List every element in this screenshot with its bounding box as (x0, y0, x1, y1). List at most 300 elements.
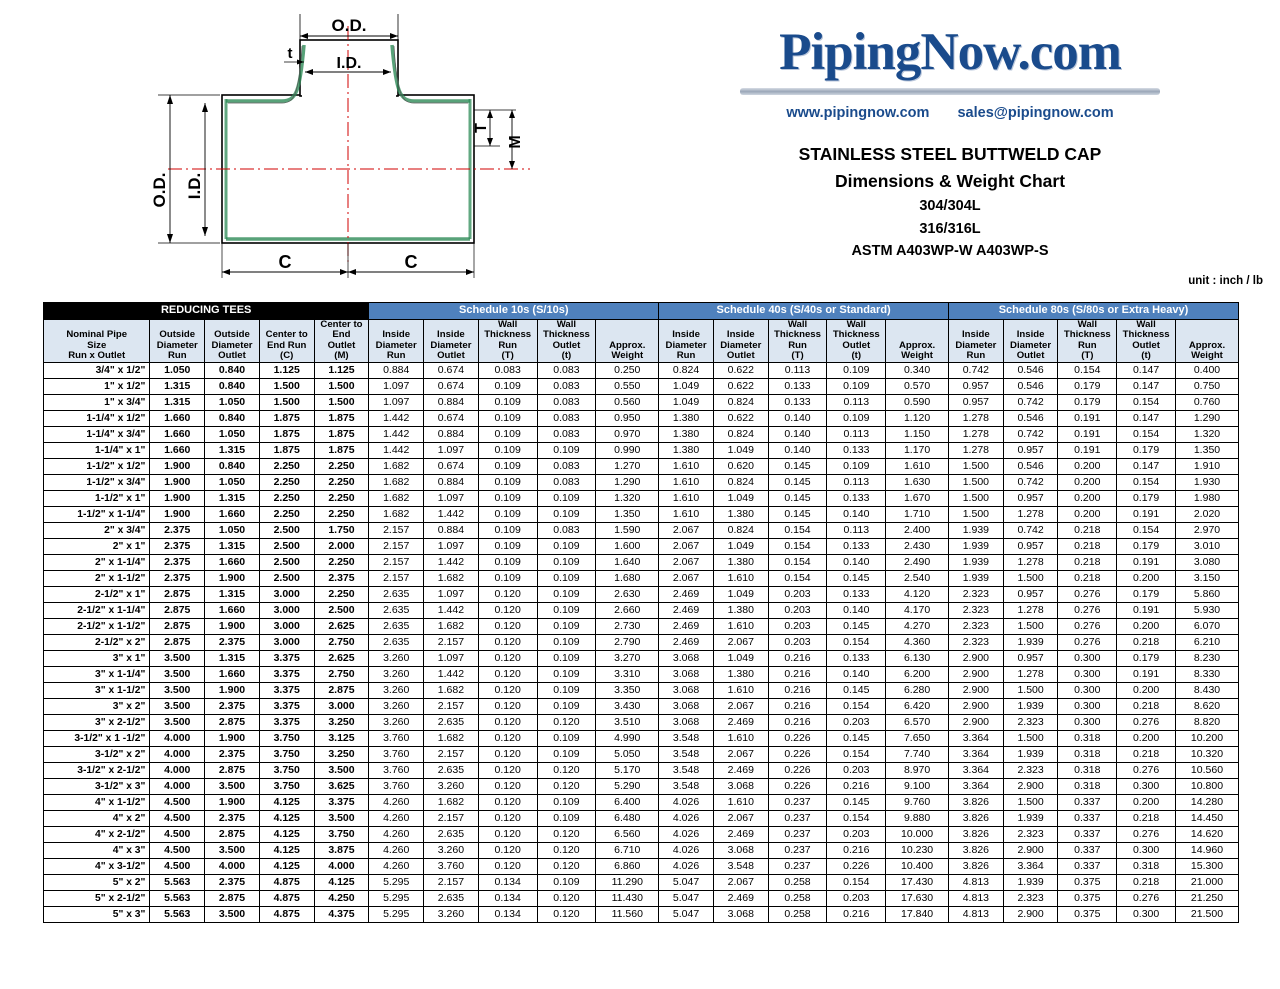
brand-and-title-block (620, 0, 1280, 292)
table-cell: 1.590 (596, 523, 659, 539)
table-cell: 0.154 (827, 875, 886, 891)
table-cell: 2.750 (314, 667, 369, 683)
table-cell: 1.682 (369, 475, 424, 491)
table-cell: 3.500 (150, 667, 205, 683)
cell-nominal-size: 1" x 1/2" (44, 379, 150, 395)
table-cell: 2.630 (596, 587, 659, 603)
table-cell: 0.109 (537, 795, 596, 811)
table-cell: 0.120 (478, 699, 537, 715)
table-cell: 3.000 (259, 587, 314, 603)
table-cell: 1.660 (150, 411, 205, 427)
table-cell: 0.154 (768, 523, 827, 539)
table-cell: 5.295 (369, 875, 424, 891)
table-cell: 1.500 (1003, 619, 1058, 635)
table-cell: 0.147 (1117, 411, 1176, 427)
table-cell: 3.260 (369, 683, 424, 699)
table-cell: 0.109 (537, 651, 596, 667)
table-cell: 0.546 (1003, 411, 1058, 427)
table-cell: 3.260 (369, 667, 424, 683)
table-cell: 3.150 (1175, 571, 1238, 587)
table-cell: 2.635 (369, 619, 424, 635)
table-cell: 0.191 (1058, 411, 1117, 427)
table-cell: 2.500 (259, 523, 314, 539)
table-cell: 0.300 (1058, 715, 1117, 731)
table-cell: 4.026 (659, 795, 714, 811)
column-header: Inside Diameter Run (949, 320, 1004, 363)
table-cell: 1.660 (205, 603, 260, 619)
table-cell: 3.760 (369, 731, 424, 747)
column-header: Nominal Pipe Size Run x Outlet (44, 320, 150, 363)
table-cell: 6.860 (596, 859, 659, 875)
table-cell: 4.875 (259, 891, 314, 907)
table-cell: 0.200 (1058, 507, 1117, 523)
table-cell: 1.500 (1003, 795, 1058, 811)
table-cell: 2.323 (1003, 891, 1058, 907)
table-cell: 0.237 (768, 827, 827, 843)
table-cell: 0.113 (768, 363, 827, 379)
table-cell: 1.278 (1003, 555, 1058, 571)
cell-nominal-size: 1-1/4" x 1" (44, 443, 150, 459)
table-row (44, 475, 1239, 491)
table-cell: 4.260 (369, 811, 424, 827)
table-cell: 0.226 (768, 779, 827, 795)
cell-nominal-size: 1-1/2" x 1-1/4" (44, 507, 150, 523)
table-cell: 3.260 (424, 843, 479, 859)
table-cell: 1.600 (596, 539, 659, 555)
table-cell: 0.546 (1003, 459, 1058, 475)
table-cell: 2.250 (314, 459, 369, 475)
table-cell: 1.910 (1175, 459, 1238, 475)
table-cell: 1.097 (369, 395, 424, 411)
column-header: Wall Thickness Outlet (t) (827, 320, 886, 363)
table-cell: 2.067 (713, 747, 768, 763)
table-row (44, 603, 1239, 619)
table-cell: 1.939 (949, 555, 1004, 571)
svg-text:t: t (287, 45, 293, 62)
table-cell: 3.000 (259, 603, 314, 619)
table-cell: 0.120 (537, 827, 596, 843)
table-cell: 0.109 (537, 811, 596, 827)
table-cell: 0.120 (478, 827, 537, 843)
table-cell: 0.300 (1117, 907, 1176, 923)
table-cell: 1.610 (659, 507, 714, 523)
table-cell: 3.250 (314, 747, 369, 763)
table-cell: 0.218 (1058, 523, 1117, 539)
table-cell: 1.315 (205, 491, 260, 507)
table-cell: 0.109 (537, 571, 596, 587)
table-cell: 0.145 (827, 619, 886, 635)
table-cell: 0.258 (768, 891, 827, 907)
table-cell: 0.203 (768, 619, 827, 635)
table-cell: 0.179 (1117, 587, 1176, 603)
table-cell: 0.109 (537, 667, 596, 683)
table-cell: 2.067 (659, 571, 714, 587)
table-cell: 0.109 (478, 555, 537, 571)
table-cell: 1.900 (205, 683, 260, 699)
table-cell: 0.226 (768, 731, 827, 747)
table-cell: 0.109 (537, 747, 596, 763)
table-cell: 0.083 (537, 427, 596, 443)
table-cell: 2.157 (424, 747, 479, 763)
table-cell: 0.109 (478, 523, 537, 539)
table-cell: 7.740 (886, 747, 949, 763)
table-cell: 0.120 (478, 667, 537, 683)
table-cell: 14.450 (1175, 811, 1238, 827)
table-cell: 4.250 (314, 891, 369, 907)
column-header: Center to End Outlet (M) (314, 320, 369, 363)
table-cell: 14.960 (1175, 843, 1238, 859)
website-link[interactable]: www.pipingnow.com (786, 105, 930, 121)
table-cell: 1.900 (150, 475, 205, 491)
table-row (44, 683, 1239, 699)
table-cell: 3.750 (259, 731, 314, 747)
table-cell: 1.875 (314, 443, 369, 459)
column-header: Approx. Weight (1175, 320, 1238, 363)
table-cell: 0.300 (1117, 843, 1176, 859)
table-cell: 2.157 (369, 571, 424, 587)
table-row (44, 379, 1239, 395)
table-cell: 0.337 (1058, 843, 1117, 859)
table-cell: 3.500 (314, 811, 369, 827)
table-cell: 0.375 (1058, 907, 1117, 923)
table-cell: 0.276 (1117, 827, 1176, 843)
table-cell: 0.140 (768, 411, 827, 427)
column-header: Wall Thickness Outlet (t) (1117, 320, 1176, 363)
table-cell: 3.548 (713, 859, 768, 875)
table-cell: 0.154 (1058, 363, 1117, 379)
table-cell: 0.218 (1058, 539, 1117, 555)
table-cell: 0.179 (1117, 651, 1176, 667)
table-cell: 1.682 (369, 507, 424, 523)
table-cell: 1.660 (205, 507, 260, 523)
table-cell: 0.120 (537, 843, 596, 859)
table-cell: 0.216 (768, 699, 827, 715)
table-cell: 0.570 (886, 379, 949, 395)
tee-fitting-drawing (0, 0, 620, 292)
page-subtitle: Dimensions & Weight Chart (834, 171, 1066, 192)
table-row (44, 571, 1239, 587)
table-cell: 1.500 (949, 507, 1004, 523)
table-cell: 0.109 (827, 363, 886, 379)
group-header-schedule-80s: Schedule 80s (S/80s or Extra Heavy) (949, 303, 1239, 320)
table-cell: 3.826 (949, 827, 1004, 843)
table-cell: 1.610 (713, 571, 768, 587)
table-cell: 2.067 (713, 635, 768, 651)
group-header-row (44, 303, 1239, 320)
table-cell: 0.560 (596, 395, 659, 411)
table-cell: 1.170 (886, 443, 949, 459)
table-cell: 3.500 (150, 683, 205, 699)
table-cell: 3.760 (424, 859, 479, 875)
table-cell: 4.813 (949, 891, 1004, 907)
table-cell: 2.375 (150, 539, 205, 555)
table-cell: 2.250 (314, 491, 369, 507)
cell-nominal-size: 3" x 1-1/2" (44, 683, 150, 699)
table-cell: 0.375 (1058, 891, 1117, 907)
material-grade-1: 304/304L (919, 198, 981, 215)
table-cell: 0.742 (1003, 523, 1058, 539)
table-cell: 0.083 (478, 363, 537, 379)
column-header-row (44, 320, 1239, 363)
table-cell: 0.237 (768, 859, 827, 875)
table-cell: 9.880 (886, 811, 949, 827)
table-cell: 4.026 (659, 859, 714, 875)
cell-nominal-size: 2" x 1-1/2" (44, 571, 150, 587)
table-cell: 1.278 (1003, 667, 1058, 683)
svg-text:I.D.: I.D. (185, 172, 204, 200)
table-cell: 0.154 (827, 811, 886, 827)
table-cell: 0.276 (1058, 619, 1117, 635)
table-cell: 2.375 (205, 635, 260, 651)
table-cell: 0.203 (768, 587, 827, 603)
table-cell: 4.875 (259, 875, 314, 891)
table-cell: 0.216 (768, 715, 827, 731)
table-cell: 0.109 (537, 555, 596, 571)
table-cell: 0.200 (1117, 683, 1176, 699)
table-cell: 3.068 (713, 907, 768, 923)
table-cell: 1.682 (424, 731, 479, 747)
table-cell: 1.097 (424, 587, 479, 603)
cell-nominal-size: 1-1/2" x 1" (44, 491, 150, 507)
table-cell: 5.860 (1175, 587, 1238, 603)
table-cell: 4.500 (150, 843, 205, 859)
table-cell: 2.875 (205, 715, 260, 731)
table-cell: 0.154 (768, 571, 827, 587)
table-cell: 0.109 (478, 459, 537, 475)
table-cell: 3.080 (1175, 555, 1238, 571)
table-cell: 1.097 (424, 443, 479, 459)
table-cell: 4.000 (150, 747, 205, 763)
table-cell: 0.140 (827, 667, 886, 683)
table-cell: 4.270 (886, 619, 949, 635)
table-cell: 0.109 (478, 411, 537, 427)
table-cell: 0.083 (537, 459, 596, 475)
table-cell: 1.900 (150, 491, 205, 507)
table-cell: 1.049 (713, 491, 768, 507)
table-cell: 0.674 (424, 411, 479, 427)
table-cell: 0.824 (713, 427, 768, 443)
table-cell: 0.200 (1117, 731, 1176, 747)
table-cell: 2.157 (424, 811, 479, 827)
table-cell: 1.278 (1003, 507, 1058, 523)
table-cell: 1.380 (713, 507, 768, 523)
table-cell: 1.500 (1003, 571, 1058, 587)
table-cell: 3.375 (259, 683, 314, 699)
table-cell: 1.120 (886, 411, 949, 427)
table-cell: 0.622 (713, 379, 768, 395)
table-cell: 3.375 (259, 651, 314, 667)
table-cell: 3.750 (259, 779, 314, 795)
table-cell: 2.157 (369, 555, 424, 571)
table-cell: 0.337 (1058, 811, 1117, 827)
table-cell: 0.203 (827, 715, 886, 731)
table-cell: 0.674 (424, 379, 479, 395)
table-cell: 5.295 (369, 907, 424, 923)
table-cell: 0.145 (768, 459, 827, 475)
table-cell: 2.900 (1003, 907, 1058, 923)
table-cell: 0.742 (949, 363, 1004, 379)
table-cell: 0.276 (1058, 587, 1117, 603)
page-title: STAINLESS STEEL BUTTWELD CAP (798, 144, 1102, 164)
table-cell: 0.120 (537, 891, 596, 907)
table-cell: 0.590 (886, 395, 949, 411)
table-cell: 5.290 (596, 779, 659, 795)
table-cell: 0.300 (1058, 667, 1117, 683)
table-row (44, 891, 1239, 907)
table-cell: 1.900 (205, 731, 260, 747)
table-cell: 6.420 (886, 699, 949, 715)
table-cell: 0.140 (768, 443, 827, 459)
table-cell: 2.635 (424, 827, 479, 843)
table-cell: 3.068 (659, 683, 714, 699)
table-cell: 1.278 (949, 427, 1004, 443)
table-cell: 0.120 (537, 859, 596, 875)
table-cell: 0.083 (537, 523, 596, 539)
table-cell: 1.290 (596, 475, 659, 491)
email-link[interactable]: sales@pipingnow.com (957, 105, 1114, 121)
table-cell: 0.083 (537, 475, 596, 491)
table-cell: 2.635 (424, 763, 479, 779)
table-cell: 0.113 (827, 427, 886, 443)
table-cell: 0.154 (768, 539, 827, 555)
dimensions-table (43, 302, 1239, 923)
table-cell: 1.380 (659, 427, 714, 443)
table-cell: 1.939 (1003, 635, 1058, 651)
table-cell: 1.900 (150, 507, 205, 523)
table-cell: 2.625 (314, 651, 369, 667)
table-cell: 3.260 (369, 699, 424, 715)
table-cell: 1.097 (424, 491, 479, 507)
table-cell: 1.500 (259, 379, 314, 395)
table-cell: 0.083 (537, 411, 596, 427)
table-cell: 0.109 (537, 539, 596, 555)
cell-nominal-size: 3" x 1-1/4" (44, 667, 150, 683)
cell-nominal-size: 4" x 3" (44, 843, 150, 859)
table-cell: 2.875 (150, 619, 205, 635)
table-cell: 11.560 (596, 907, 659, 923)
svg-text:I.D.: I.D. (336, 55, 362, 72)
table-cell: 1.050 (205, 523, 260, 539)
table-cell: 3.430 (596, 699, 659, 715)
table-cell: 10.560 (1175, 763, 1238, 779)
table-cell: 0.200 (1117, 619, 1176, 635)
table-cell: 0.113 (827, 523, 886, 539)
table-cell: 1.442 (424, 507, 479, 523)
table-cell: 0.957 (949, 395, 1004, 411)
table-cell: 0.145 (768, 475, 827, 491)
table-cell: 3.750 (259, 763, 314, 779)
table-cell: 5.047 (659, 875, 714, 891)
table-cell: 1.682 (369, 459, 424, 475)
table-cell: 3.000 (259, 635, 314, 651)
table-cell: 2.375 (150, 571, 205, 587)
table-cell: 1.350 (1175, 443, 1238, 459)
table-cell: 0.145 (827, 795, 886, 811)
table-cell: 1.442 (369, 427, 424, 443)
table-cell: 2.067 (713, 699, 768, 715)
table-row (44, 651, 1239, 667)
table-cell: 6.210 (1175, 635, 1238, 651)
table-cell: 1.320 (1175, 427, 1238, 443)
table-cell: 0.957 (949, 379, 1004, 395)
column-header: Outside Diameter Outlet (205, 320, 260, 363)
table-cell: 1.939 (1003, 875, 1058, 891)
table-cell: 1.900 (205, 619, 260, 635)
table-cell: 0.970 (596, 427, 659, 443)
table-row (44, 395, 1239, 411)
table-cell: 4.875 (259, 907, 314, 923)
table-cell: 9.100 (886, 779, 949, 795)
table-cell: 1.150 (886, 427, 949, 443)
table-cell: 0.957 (1003, 443, 1058, 459)
table-cell: 1.270 (596, 459, 659, 475)
cell-nominal-size: 2" x 1-1/4" (44, 555, 150, 571)
table-cell: 0.154 (827, 699, 886, 715)
table-cell: 2.157 (424, 699, 479, 715)
dimensions-table-container (43, 302, 1239, 923)
table-cell: 0.200 (1117, 795, 1176, 811)
table-cell: 0.840 (205, 459, 260, 475)
table-row (44, 507, 1239, 523)
table-cell: 1.500 (949, 459, 1004, 475)
table-cell: 1.610 (659, 491, 714, 507)
table-cell: 4.000 (314, 859, 369, 875)
table-cell: 2.790 (596, 635, 659, 651)
table-cell: 0.318 (1058, 731, 1117, 747)
table-cell: 1.710 (886, 507, 949, 523)
table-cell: 0.120 (537, 763, 596, 779)
table-cell: 0.226 (827, 859, 886, 875)
table-cell: 1.380 (659, 411, 714, 427)
table-row (44, 795, 1239, 811)
table-cell: 0.742 (1003, 427, 1058, 443)
table-cell: 6.710 (596, 843, 659, 859)
column-header: Inside Diameter Outlet (713, 320, 768, 363)
table-cell: 1.049 (713, 651, 768, 667)
table-cell: 0.622 (713, 411, 768, 427)
cell-nominal-size: 5" x 2" (44, 875, 150, 891)
table-cell: 4.813 (949, 875, 1004, 891)
table-cell: 0.109 (537, 635, 596, 651)
table-cell: 0.203 (827, 827, 886, 843)
table-cell: 0.318 (1058, 779, 1117, 795)
table-cell: 0.957 (1003, 539, 1058, 555)
table-cell: 3.364 (949, 779, 1004, 795)
table-cell: 0.134 (478, 875, 537, 891)
table-cell: 1.875 (259, 427, 314, 443)
table-cell: 0.276 (1058, 635, 1117, 651)
table-cell: 2.020 (1175, 507, 1238, 523)
table-cell: 2.500 (259, 539, 314, 555)
column-header: Approx. Weight (596, 320, 659, 363)
table-cell: 0.200 (1058, 475, 1117, 491)
table-cell: 4.125 (259, 811, 314, 827)
table-cell: 6.560 (596, 827, 659, 843)
table-cell: 2.469 (713, 891, 768, 907)
table-cell: 0.760 (1175, 395, 1238, 411)
table-cell: 2.875 (314, 683, 369, 699)
table-row (44, 827, 1239, 843)
table-cell: 1.315 (205, 539, 260, 555)
table-cell: 0.109 (537, 443, 596, 459)
table-row (44, 699, 1239, 715)
table-cell: 0.216 (827, 907, 886, 923)
table-cell: 0.154 (827, 635, 886, 651)
table-cell: 8.820 (1175, 715, 1238, 731)
cell-nominal-size: 4" x 3-1/2" (44, 859, 150, 875)
table-cell: 3.068 (659, 667, 714, 683)
table-cell: 2.900 (949, 651, 1004, 667)
